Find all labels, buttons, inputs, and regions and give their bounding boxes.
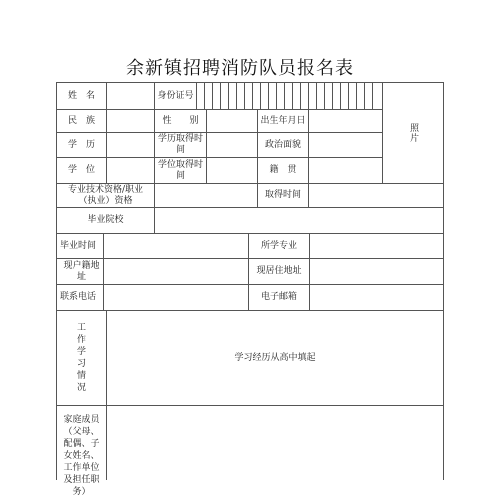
household-address-label: 现户籍地址 [63,260,100,282]
political-status-field[interactable] [309,133,382,157]
phone-label: 联系电话 [60,292,97,302]
obtained-date-field[interactable] [309,184,443,207]
graduate-school-field[interactable] [155,208,443,233]
degree-label: 学 位 [67,165,95,175]
residential-address-label: 现居住地址 [256,266,302,276]
degree-date-field[interactable] [207,158,257,183]
form-title: 余新镇招聘消防队员报名表 [126,58,354,79]
native-place-field[interactable] [309,158,382,183]
table-line [443,82,444,480]
family-label-cell [57,406,106,497]
work-study-label-cell [57,311,106,405]
household-address-field[interactable] [104,259,248,284]
residential-address-field[interactable] [310,259,443,284]
graduate-school-label: 毕业院校 [87,215,124,225]
id-number-boxes[interactable] [197,83,382,109]
qualification-field[interactable] [155,184,257,207]
ethnicity-field[interactable] [107,110,154,132]
degree-date-label: 学位取得时间 [157,159,203,181]
graduation-date-field[interactable] [104,234,248,258]
birth-date-label: 出生年月日 [260,115,306,126]
ethnicity-label: 民 族 [67,115,95,126]
name-field[interactable] [107,83,154,109]
degree-field[interactable] [107,158,154,183]
education-date-field[interactable] [207,133,257,157]
work-study-label: 工作学习情况 [76,323,86,393]
photo-box[interactable]: 照片 [408,123,418,143]
education-label: 学 历 [67,139,95,150]
email-label: 电子邮箱 [260,292,297,302]
name-label: 姓 名 [67,90,95,101]
birth-date-field[interactable] [309,110,382,132]
work-study-note: 学习经历从高中填起 [234,352,316,363]
family-label: 家庭成员（父母、配偶、子女姓名、工作单位及担任职务） [63,415,100,497]
education-date-label: 学历取得时间 [157,134,203,155]
native-place-label: 籍 贯 [269,165,297,175]
political-status-label: 政治面貌 [264,139,301,150]
work-study-field[interactable] [107,311,443,405]
email-field[interactable] [310,285,443,310]
id-number-label: 身份证号 [157,90,194,101]
major-field[interactable] [310,234,443,258]
major-label: 所学专业 [260,240,297,251]
family-field[interactable] [107,406,443,480]
phone-field[interactable] [104,285,248,310]
qualification-label: 专业技术资格/职业（执业）资格 [67,184,144,206]
graduation-date-label: 毕业时间 [60,240,97,251]
education-field[interactable] [107,133,154,157]
gender-field[interactable] [207,110,257,132]
obtained-date-label: 取得时间 [264,190,301,200]
gender-label: 性 别 [162,115,199,126]
